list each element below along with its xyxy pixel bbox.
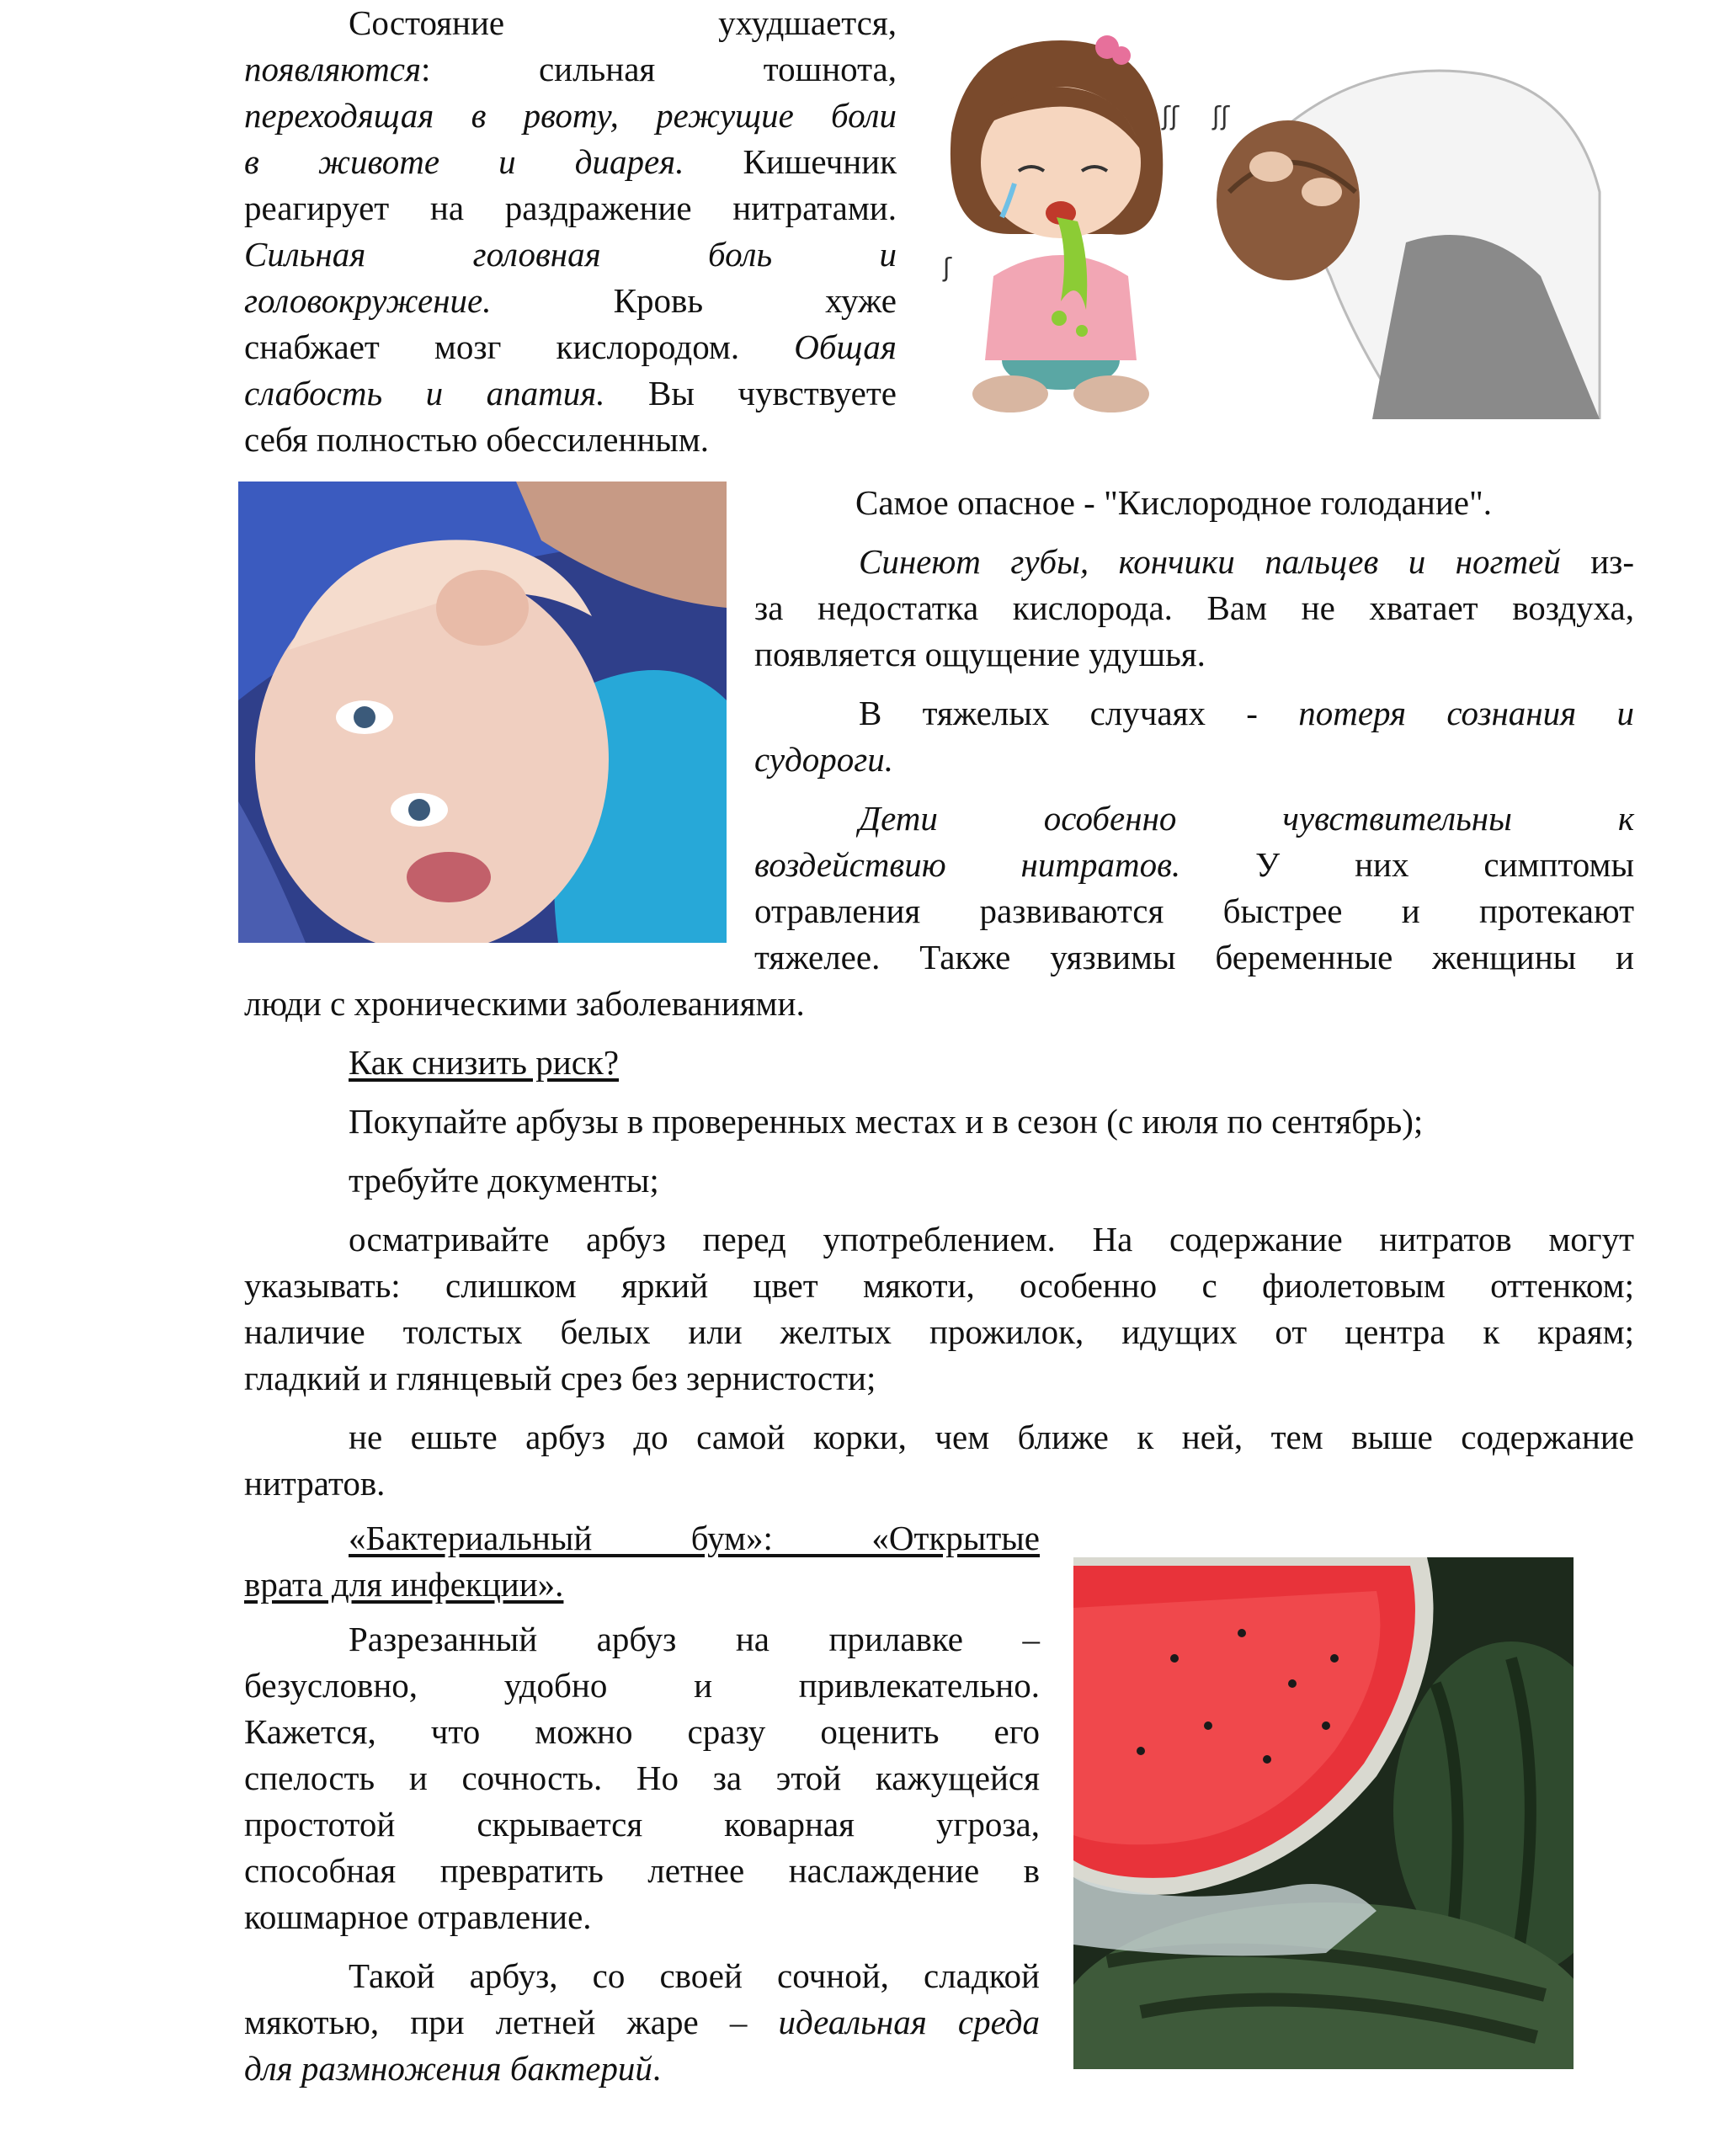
text-line: простотой скрывается коварная угроза, <box>244 1805 1040 1844</box>
text-line: гладкий и глянцевый срез без зернистости; <box>244 1359 876 1397</box>
severe-cases-paragraph <box>754 690 1634 783</box>
text-line: появляется ощущение удушья. <box>754 635 1206 673</box>
bacteria-paragraph <box>244 1953 1040 2092</box>
text-line: судороги. <box>754 740 893 779</box>
text-line: не ешьте арбуз до самой корки, чем ближе к ней, тем выше содержание <box>349 1418 1634 1456</box>
risk-item-4 <box>244 1414 1634 1507</box>
oxygen-heading: Самое опасное - "Кислородное голодание". <box>855 483 1492 522</box>
oxygen-paragraph <box>754 539 1634 678</box>
text-line: нитратов. <box>244 1464 386 1503</box>
sick-child-photo <box>238 482 727 943</box>
text-line: тяжелее. Также уязвимы беременные женщины и <box>754 938 1634 976</box>
text-line: осматривайте арбуз перед употреблением. На содержание нитратов могут <box>349 1220 1634 1258</box>
text-line: безусловно, удобно и привлекательно. <box>244 1666 1040 1705</box>
text-line: Состояние ухудшается, <box>349 3 897 42</box>
bacterial-heading <box>244 1515 1040 1608</box>
text-line: Синеют губы, кончики пальцев и ногтей из- <box>859 542 1635 581</box>
text-line: Дети особенно чувствительны к <box>859 799 1634 838</box>
children-paragraph <box>754 795 1634 981</box>
svg-text:ʃ: ʃ <box>943 253 952 283</box>
watermelon-photo <box>1073 1557 1574 2069</box>
text-line: Такой арбуз, со своей сочной, сладкой <box>349 1956 1040 1995</box>
text-line: указывать: слишком яркий цвет мякоти, особенно с фиолетовым оттенком; <box>244 1266 1634 1305</box>
risk-item-3 <box>244 1216 1634 1402</box>
text-line: В тяжелых случаях - потеря сознания и <box>859 694 1634 732</box>
text-line: себя полностью обессиленным. <box>244 420 710 459</box>
text-line: наличие толстых белых или желтых прожилок, идущих от центра к краям; <box>244 1312 1634 1351</box>
text-line: мякотью, при летней жаре – идеальная среда <box>244 2003 1040 2041</box>
watermelon-photo-svg <box>1073 1557 1574 2069</box>
text-line: за недостатка кислорода. Вам не хватает воздуха, <box>754 588 1634 627</box>
svg-text:ʃʃ: ʃʃ <box>1162 102 1180 131</box>
text-line: способная превратить летнее наслаждение в <box>244 1851 1040 1890</box>
text-line: слабость и апатия. Вы чувствуете <box>244 374 897 412</box>
text-line: «Бактериальный бум»: «Открытые <box>349 1519 1040 1557</box>
text-line: Кажется, что можно сразу оценить его <box>244 1712 1040 1751</box>
text-line: в животе и диарея. Кишечник <box>244 142 897 181</box>
risk-heading: Как снизить риск? <box>349 1043 620 1082</box>
text-line: реагирует на раздражение нитратами. <box>244 189 897 227</box>
text-line: головокружение. Кровь хуже <box>244 281 897 320</box>
nausea-illustration <box>935 24 1608 419</box>
sick-child-photo-svg <box>238 482 727 943</box>
svg-text:ʃʃ: ʃʃ <box>1212 102 1230 131</box>
text-line: Разрезанный арбуз на прилавке – <box>349 1620 1040 1658</box>
text-line: снабжает мозг кислородом. Общая <box>244 327 897 366</box>
nausea-illustration-svg <box>935 24 1608 419</box>
cut-watermelon-paragraph <box>244 1616 1040 1940</box>
text-line: кошмарное отравление. <box>244 1897 592 1936</box>
risk-item-2: требуйте документы; <box>349 1161 659 1200</box>
symptoms-paragraph <box>244 0 897 463</box>
text-line: врата для инфекции». <box>244 1565 564 1604</box>
text-line: отравления развиваются быстрее и протекают <box>754 891 1634 930</box>
children-paragraph-end: люди с хроническими заболеваниями. <box>244 984 805 1023</box>
risk-item-1: Покупайте арбузы в проверенных местах и в сезон (с июля по сентябрь); <box>349 1102 1424 1141</box>
text-line: спелость и сочность. Но за этой кажущейся <box>244 1759 1040 1797</box>
text-line: для размножения бактерий. <box>244 2049 662 2088</box>
text-line: переходящая в рвоту, режущие боли <box>244 96 897 135</box>
text-line: появляются: сильная тошнота, <box>244 50 897 88</box>
text-line: Сильная головная боль и <box>244 235 897 274</box>
text-line: воздействию нитратов. У них симптомы <box>754 845 1634 884</box>
